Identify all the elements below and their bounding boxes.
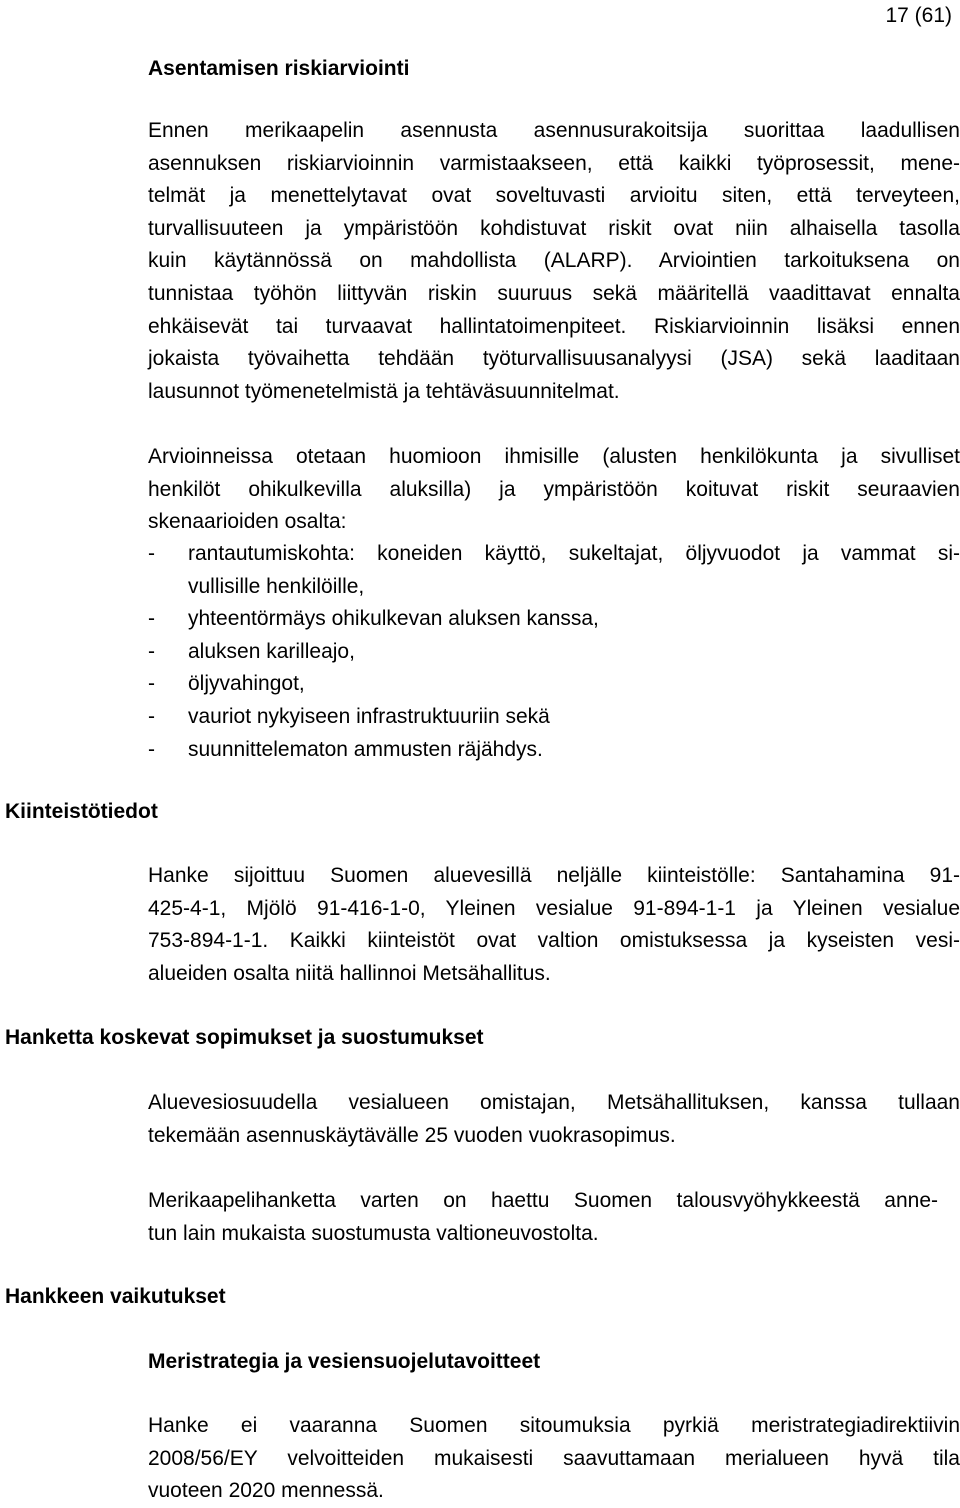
text-line: kuin käytännössä on mahdollista (ALARP). Arviointien tarkoituksena on	[148, 249, 960, 273]
text-line: rantautumiskohta: koneiden käyttö, sukeltajat, öljyvuodot ja vammat si-	[188, 542, 960, 565]
text-line: asennuksen riskiarvioinnin varmistaakseen, että kaikki työprosessit, mene-	[148, 151, 960, 175]
marine-strategy-heading: Meristrategia ja vesiensuojelutavoitteet	[148, 1350, 541, 1373]
text-line: henkilöt ohikulkevilla aluksilla) ja ympäristöön koituvat riskit seuraavien	[148, 477, 960, 501]
risk-paragraph-2	[148, 441, 960, 539]
list-dash: -	[148, 607, 155, 631]
list-item	[148, 668, 960, 701]
text-line: turvallisuuteen ja ympäristöön kohdistuvat riskit ovat niin alhaisella tasolla	[148, 216, 960, 240]
text-line: ehkäisevät tai turvaavat hallintatoimenpiteet. Riskiarvioinnin lisäksi ennen	[148, 314, 960, 338]
agreements-paragraph-2	[148, 1185, 938, 1250]
text-line: vullisille henkilöille,	[188, 574, 365, 598]
list-item-text: aluksen karilleajo,	[188, 639, 355, 663]
text-line: 753-894-1-1. Kaikki kiinteistöt ovat valtion omistuksessa ja kyseisten vesi-	[148, 929, 960, 953]
text-line: jokaista työvaihetta tehdään työturvallisuusanalyysi (JSA) sekä laaditaan	[148, 347, 960, 371]
property-info-heading: Kiinteistötiedot	[5, 800, 158, 823]
list-item	[148, 636, 960, 669]
list-dash: -	[148, 639, 155, 663]
text-line: lausunnot työmenetelmistä ja tehtäväsuunnitelmat.	[148, 379, 620, 403]
list-dash: -	[148, 542, 155, 565]
text-line: 425-4-1, Mjölö 91-416-1-0, Yleinen vesialue 91-894-1-1 ja Yleinen vesialue	[148, 896, 960, 920]
list-item-text: suunnittelematon ammusten räjähdys.	[188, 737, 543, 761]
list-item	[148, 701, 960, 734]
text-line: Hanke ei vaaranna Suomen sitoumuksia pyrkiä meristrategiadirektiivin	[148, 1414, 960, 1437]
list-item-text: öljyvahingot,	[188, 672, 305, 696]
text-line: 2008/56/EY velvoitteiden mukaisesti saavuttamaan merialueen hyvä tila	[148, 1446, 960, 1470]
text-line: skenaarioiden osalta:	[148, 510, 347, 534]
risk-paragraph-1	[148, 115, 960, 408]
risk-assessment-heading: Asentamisen riskiarviointi	[148, 57, 410, 80]
text-line: telmät ja menettelytavat ovat soveltuvasti arvioitu siten, että terveyteen,	[148, 184, 960, 208]
text-line: Aluevesiosuudella vesialueen omistajan, Metsähallituksen, kanssa tullaan	[148, 1091, 960, 1114]
list-item	[148, 734, 960, 767]
list-item	[148, 603, 960, 636]
scenario-list	[148, 538, 960, 766]
text-line: Ennen merikaapelin asennusta asennusurakoitsija suorittaa laadullisen	[148, 119, 960, 142]
agreements-paragraph-1	[148, 1087, 960, 1152]
text-line: tun lain mukaista suostumusta valtioneuvostolta.	[148, 1221, 599, 1245]
marine-strategy-paragraph	[148, 1410, 960, 1508]
text-line: Hanke sijoittuu Suomen aluevesillä neljälle kiinteistölle: Santahamina 91-	[148, 864, 960, 887]
list-dash: -	[148, 672, 155, 696]
list-item	[148, 538, 960, 603]
agreements-heading: Hanketta koskevat sopimukset ja suostumukset	[5, 1026, 484, 1049]
text-line: vuoteen 2020 mennessä.	[148, 1479, 384, 1503]
text-line: Merikaapelihanketta varten on haettu Suomen talousvyöhykkeestä anne-	[148, 1189, 938, 1212]
list-dash: -	[148, 704, 155, 728]
text-line: tekemään asennuskäytävälle 25 vuoden vuokrasopimus.	[148, 1123, 676, 1147]
text-line: tunnistaa työhön liittyvän riskin suuruus sekä määritellä vaadittavat ennalta	[148, 281, 960, 305]
page-number: 17 (61)	[885, 4, 952, 27]
text-line: Arvioinneissa otetaan huomioon ihmisille (alusten henkilökunta ja sivulliset	[148, 445, 960, 468]
text-line: alueiden osalta niitä hallinnoi Metsähallitus.	[148, 961, 551, 985]
list-item-text: vauriot nykyiseen infrastruktuuriin sekä	[188, 704, 550, 728]
list-item-text: yhteentörmäys ohikulkevan aluksen kanssa,	[188, 607, 599, 631]
list-dash: -	[148, 737, 155, 761]
property-paragraph	[148, 860, 960, 990]
project-impacts-heading: Hankkeen vaikutukset	[5, 1285, 226, 1308]
